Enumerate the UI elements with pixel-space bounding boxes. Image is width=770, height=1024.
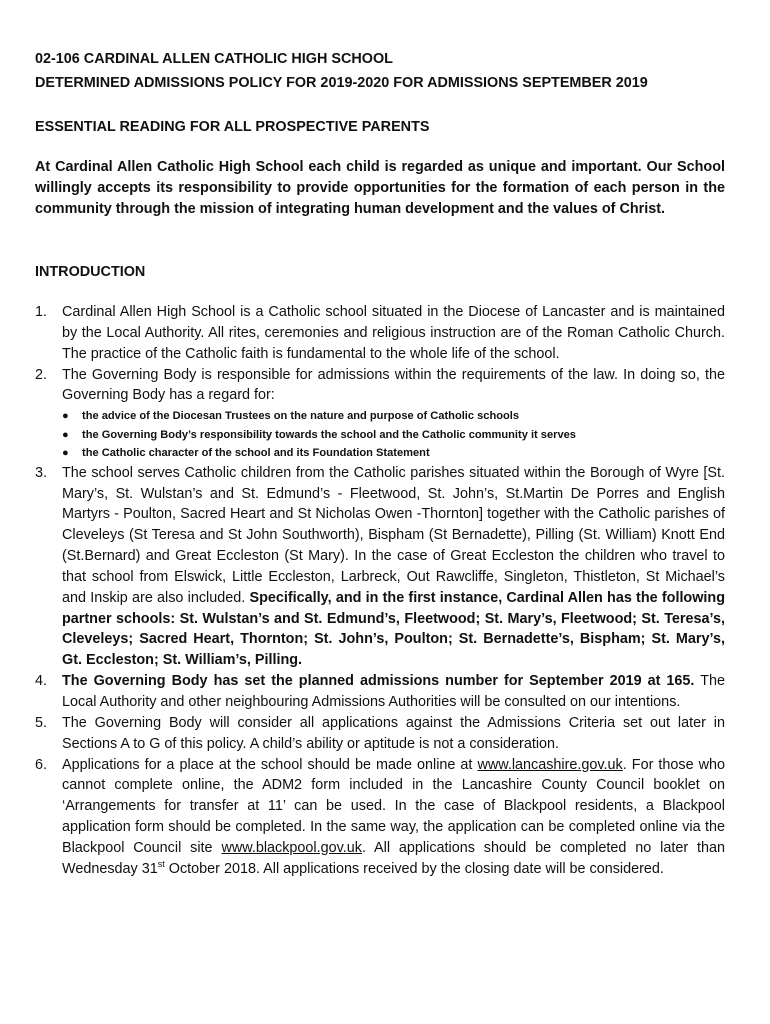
list-item <box>35 755 725 880</box>
numbered-list <box>35 302 725 880</box>
bullet-item: ● the advice of the Diocesan Trustees on the nature and purpose of Catholic schools <box>62 407 725 426</box>
item-number: 4. <box>35 673 48 690</box>
item-number: 2. <box>35 366 48 383</box>
lancashire-link[interactable]: www.lancashire.gov.uk <box>477 756 623 773</box>
item-number: 3. <box>35 464 48 481</box>
item-number: 5. <box>35 714 48 731</box>
item-text: The school serves Catholic children from the Catholic parishes situated within the Borough of Wyre [St. Mary’s, St. Wulstan’s and St. Edmund’s - Fleetwood, St. John’s, St.Martin De Porres and English Martyrs - Poulton, Sacred Heart and St Nicholas Owen -Thornton] together with the Catholic parishes of Cleveleys (St Teresa and St John Southworth), Bispham (St Bernadette), Pilling (St. William) Knott End (St.Bernard) and Great Eccleston (St Mary). In the case of Great Eccleston the children who travel to that school from Elswick, Little Eccleston, Larbreck, Out Rawcliffe, Singleton, Thistleton, St Michael’s and Inskip are also included. <box>62 464 725 606</box>
policy-title: DETERMINED ADMISSIONS POLICY FOR 2019-2020 FOR ADMISSIONS SEPTEMBER 2019 <box>35 75 648 91</box>
list-item <box>35 463 725 671</box>
list-item <box>35 365 725 463</box>
bullet-icon: ● <box>62 428 69 441</box>
list-item <box>35 713 725 755</box>
item-text: The Governing Body is responsible for admissions within the requirements of the law. In doing so, the Governing Body has a regard for: <box>62 366 725 404</box>
blackpool-link[interactable]: www.blackpool.gov.uk <box>221 839 362 856</box>
item-number: 1. <box>35 304 48 320</box>
list-item <box>35 671 725 713</box>
item-text: Cardinal Allen High School is a Catholic school situated in the Diocese of Lancaster and is maintained by the Local Authority. All rites, ceremonies and religious instruction are of the Roman Catholic Church. The practice of the Catholic faith is fundamental to the whole life of the school. <box>62 304 725 362</box>
introduction-heading: INTRODUCTION <box>35 264 146 280</box>
bullet-icon: ● <box>62 447 69 460</box>
item-text: The Local Authority and other neighbouring Admissions Authorities will be consulted on our intentions. <box>62 673 725 710</box>
item-text: . All applications should be completed no later than Wednesday 31 <box>62 839 726 877</box>
essential-reading-heading: ESSENTIAL READING FOR ALL PROSPECTIVE PARENTS <box>35 119 430 135</box>
bullet-item: ● the Catholic character of the school and its Foundation Statement <box>62 444 725 463</box>
ordinal-suffix: st <box>157 858 165 869</box>
bullet-item: ● the Governing Body’s responsibility towards the school and the Catholic community it serves <box>62 426 725 445</box>
school-title: 02-106 CARDINAL ALLEN CATHOLIC HIGH SCHOOL <box>35 51 393 67</box>
item-text: The Governing Body will consider all applications against the Admissions Criteria set out later in Sections A to G of this policy. A child’s ability or aptitude is not a consideration. <box>62 714 725 752</box>
admissions-number-text: The Governing Body has set the planned admissions number for September 2019 at 165. <box>62 673 695 690</box>
list-item <box>35 302 725 365</box>
item-text: October 2018. All applications received by the closing date will be considered. <box>164 860 664 877</box>
item-number: 6. <box>35 756 48 773</box>
item-text: Applications for a place at the school should be made online at <box>62 756 473 773</box>
bullet-icon: ● <box>62 410 69 423</box>
bullet-list <box>62 407 725 463</box>
item-text: . For those who cannot complete online, the ADM2 form included in the Lancashire County Council booklet on ‘Arrangements for transfer at 11’ can be used. In the case of Blackpool residents, a Blackpool application form should be completed. In the same way, the application can be completed online via the Blackpool Council site <box>62 756 726 856</box>
mission-statement: At Cardinal Allen Catholic High School each child is regarded as unique and important. Our School willingly accepts its responsibility to provide opportunities for the formation of each person in the community through the mission of integrating human development and the values of Christ. <box>35 159 725 217</box>
partner-schools-text: Specifically, and in the first instance, Cardinal Allen has the following partner schools: St. Wulstan’s and St. Edmund’s, Fleetwood; St. Mary’s, Fleetwood; St. Teresa’s, Cleveleys; Sacred Heart, Thornton; St. John’s, Poulton; St. Bernadette’s, Bispham; St. Mary’s, Gt. Eccleston; St. William’s, Pilling. <box>62 589 725 669</box>
